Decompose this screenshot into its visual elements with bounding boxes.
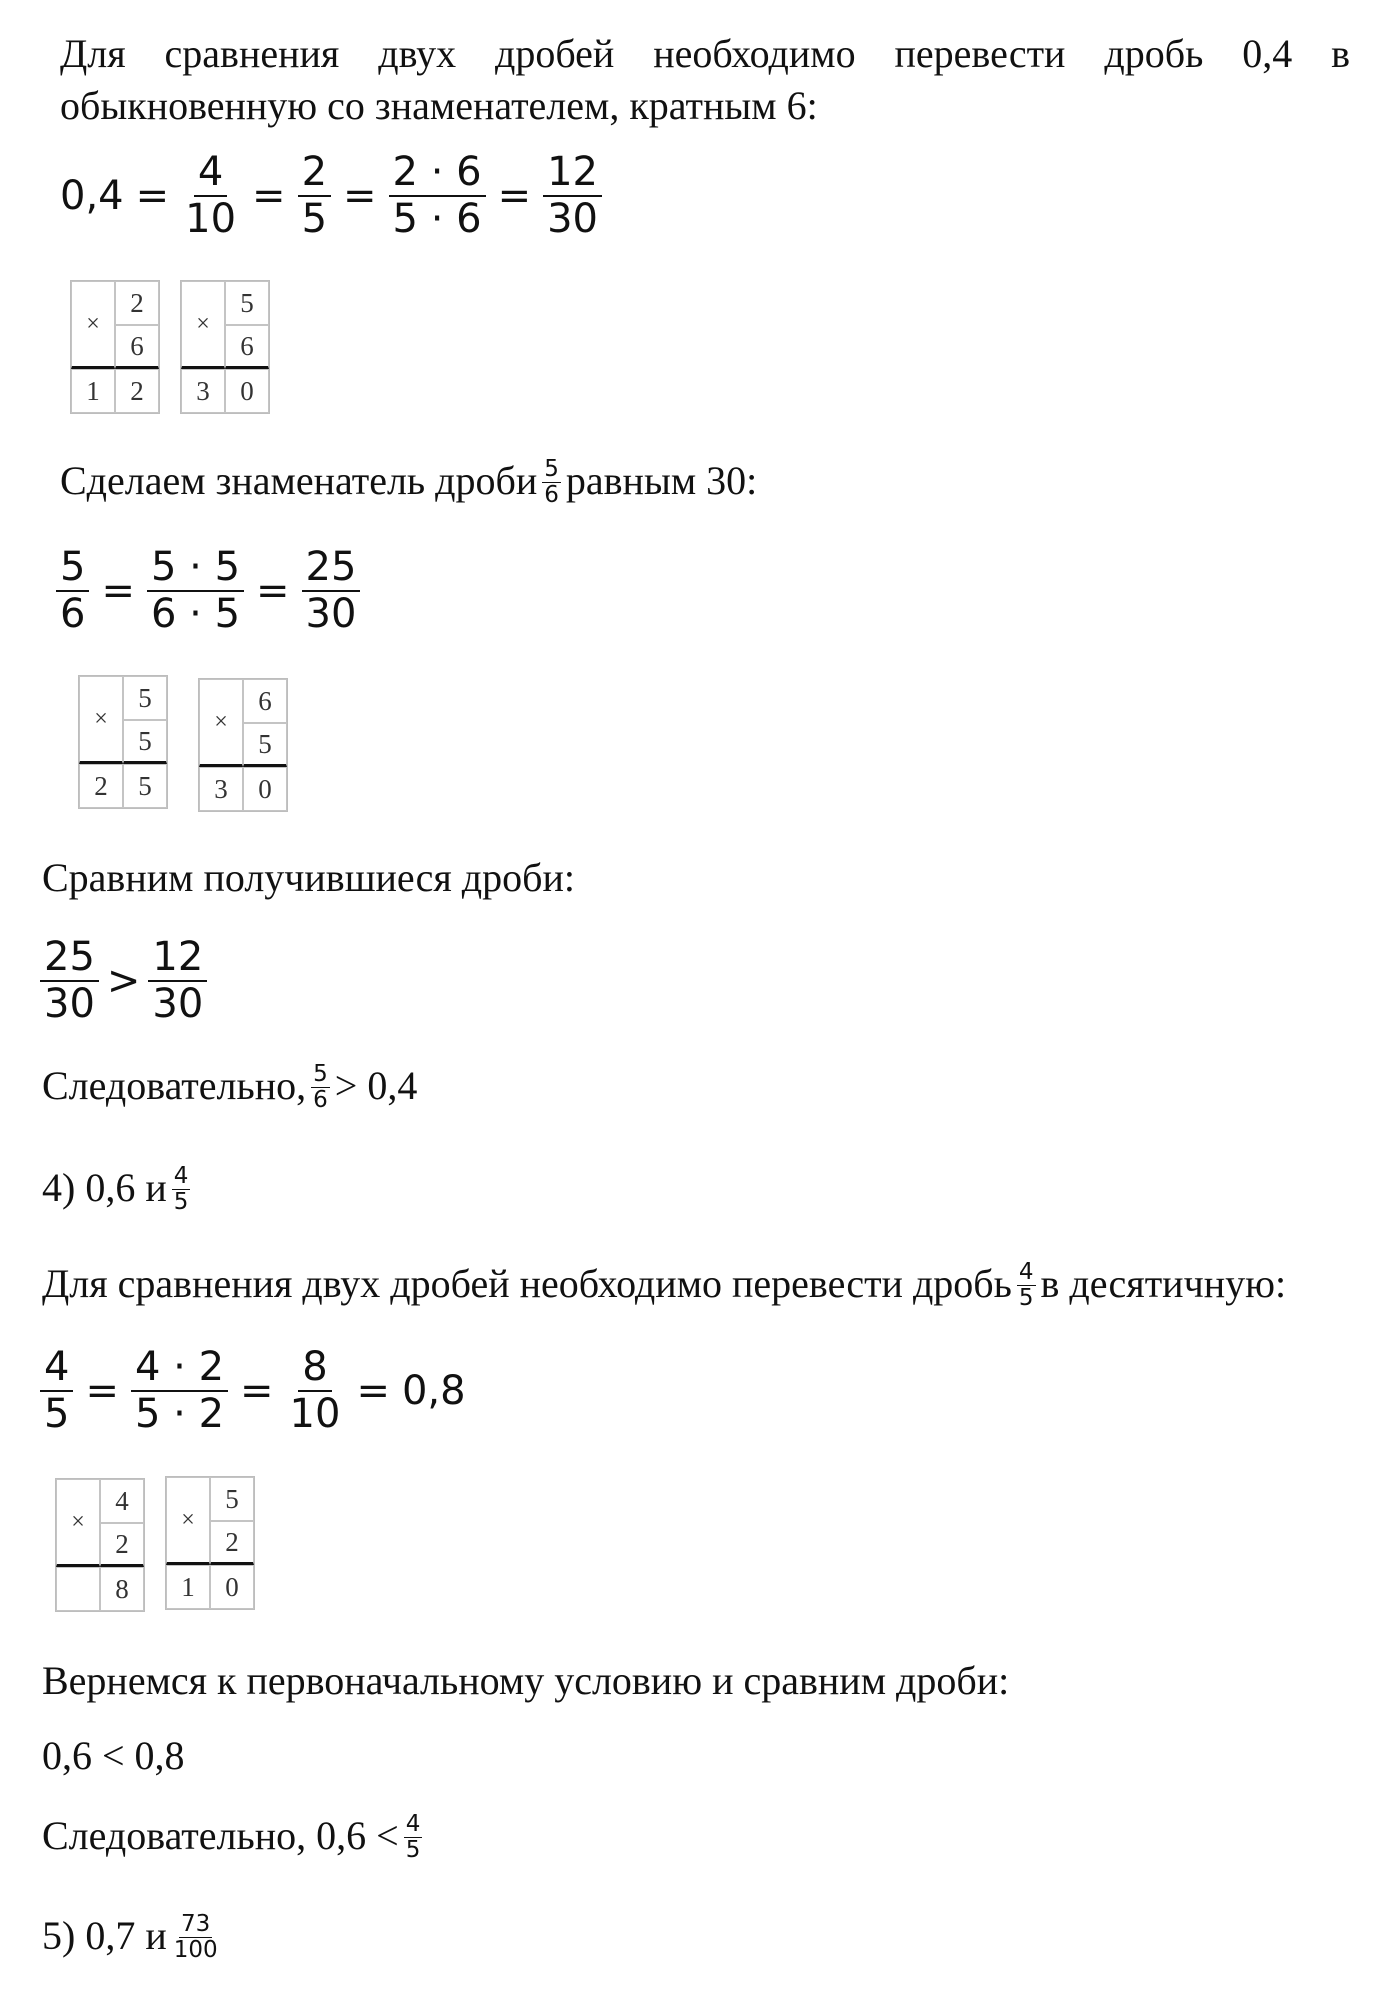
inline-fraction: $\frac{4}{5}$ <box>1018 1259 1034 1312</box>
equation-lhs: 0,4 <box>60 172 124 219</box>
paragraph-intro-0-4: Для сравнения двух дробей необходимо перевести дробь 0,4 в обыкновенную со знаменателем, кратным 6: <box>60 31 1350 128</box>
grid-result-digit: 2 <box>115 369 159 413</box>
paragraph-compare-results: Сравним получившиеся дроби: <box>42 855 576 900</box>
equals-sign: = <box>497 172 532 219</box>
multiplication-grid <box>180 280 270 414</box>
paragraph-denominator-30: Сделаем знаменатель дроби $\frac{5}{6}$ равным 30: <box>60 456 758 509</box>
fraction: $\frac{2}{5}$ <box>298 150 331 242</box>
grid-result-digit: 8 <box>100 1567 144 1611</box>
task-4-heading: 4) 0,6 и $\frac{4}{5}$ <box>42 1163 189 1216</box>
grid-result-digit: 0 <box>243 767 287 811</box>
grid-multiplier: 6 <box>225 325 269 369</box>
equals-sign: = <box>256 567 290 614</box>
equals-sign: = <box>356 1367 390 1414</box>
grid-result-digit: 5 <box>123 764 167 808</box>
equals-sign: = <box>135 172 170 219</box>
inline-fraction: $\frac{5}{6}$ <box>313 1061 328 1114</box>
fraction: $\frac{2 \cdot 6}{5 \cdot 6}$ <box>389 150 486 242</box>
grid-result-digit: 3 <box>181 369 225 413</box>
grid-multiplier: 2 <box>100 1523 144 1567</box>
equation-rhs: 0,8 <box>401 1367 466 1414</box>
equals-sign: = <box>85 1367 119 1414</box>
fraction: $\frac{12}{30}$ <box>543 150 602 242</box>
comparison-0-6-vs-0-8: 0,6 < 0,8 <box>42 1733 185 1778</box>
grid-multiplicand: 5 <box>210 1477 254 1521</box>
inline-fraction: $\frac{4}{5}$ <box>173 1163 189 1216</box>
grid-multiplicand: 4 <box>100 1479 144 1523</box>
grid-multiplier: 2 <box>210 1521 254 1565</box>
grid-multiplicand: 5 <box>225 281 269 325</box>
fraction: $\frac{25}{30}$ <box>302 545 361 637</box>
times-sign: × <box>79 676 123 764</box>
multiplication-grid <box>70 280 160 414</box>
multiplication-grid <box>78 675 168 809</box>
grid-multiplicand: 6 <box>243 679 287 723</box>
conclusion-5-6-vs-0-4: Следовательно, $\frac{5}{6}$ > 0,4 <box>42 1061 418 1114</box>
times-sign: × <box>199 679 243 767</box>
conclusion-0-6-vs-4-5: Следовательно, 0,6 < $\frac{4}{5}$ <box>42 1811 421 1864</box>
equals-sign: = <box>343 172 377 219</box>
fraction: $\frac{5 \cdot 5}{6 \cdot 5}$ <box>147 545 244 637</box>
grid-result-digit: 0 <box>210 1565 254 1609</box>
grid-multiplier: 5 <box>123 720 167 764</box>
paragraph-convert-4-5: Для сравнения двух дробей необходимо перевести дробь $\frac{4}{5}$ в десятичную: <box>42 1259 1287 1312</box>
task-5-heading: 5) 0,7 и $\frac{73}{100}$ <box>42 1911 218 1964</box>
grid-result-digit: 1 <box>166 1565 210 1609</box>
fraction: $\frac{12}{30}$ <box>148 935 207 1027</box>
times-sign: × <box>71 281 115 369</box>
inline-fraction: $\frac{4}{5}$ <box>405 1811 421 1864</box>
times-sign: × <box>56 1479 100 1567</box>
fraction: $\frac{4}{10}$ <box>185 149 237 242</box>
grid-result-digit: 3 <box>199 767 243 811</box>
equation-4-5-conversion <box>40 1345 466 1437</box>
paragraph-return-to-condition: Вернемся к первоначальному условию и сравним дроби: <box>42 1658 1010 1703</box>
grid-result-digit: 1 <box>71 369 115 413</box>
greater-than-sign: > <box>106 957 141 1004</box>
fraction: $\frac{25}{30}$ <box>40 935 99 1027</box>
times-sign: × <box>181 281 225 369</box>
equation-5-6-conversion <box>56 545 360 637</box>
fraction: $\frac{4 \cdot 2}{5 \cdot 2}$ <box>131 1345 228 1437</box>
grid-multiplier: 5 <box>243 723 287 767</box>
equation-0-4-conversion <box>60 150 602 242</box>
grid-multiplier: 6 <box>115 325 159 369</box>
times-sign: × <box>166 1477 210 1565</box>
multiplication-grid <box>198 678 288 812</box>
inequality-25-30-vs-12-30 <box>40 935 207 1027</box>
multiplication-grid <box>55 1478 145 1612</box>
fraction: $\frac{5}{6}$ <box>56 545 89 637</box>
equals-sign: = <box>240 1367 274 1414</box>
grid-result-digit: 2 <box>79 764 123 808</box>
fraction: $\frac{4}{5}$ <box>40 1345 73 1437</box>
inline-fraction: $\frac{5}{6}$ <box>544 456 559 509</box>
equals-sign: = <box>252 172 286 219</box>
equals-sign: = <box>101 567 135 614</box>
grid-result-digit <box>56 1567 100 1611</box>
inline-fraction: $\frac{73}{100}$ <box>173 1911 218 1964</box>
multiplication-grid <box>165 1476 255 1610</box>
fraction: $\frac{8}{10}$ <box>289 1344 341 1437</box>
grid-multiplicand: 2 <box>115 281 159 325</box>
grid-multiplicand: 5 <box>123 676 167 720</box>
grid-result-digit: 0 <box>225 369 269 413</box>
